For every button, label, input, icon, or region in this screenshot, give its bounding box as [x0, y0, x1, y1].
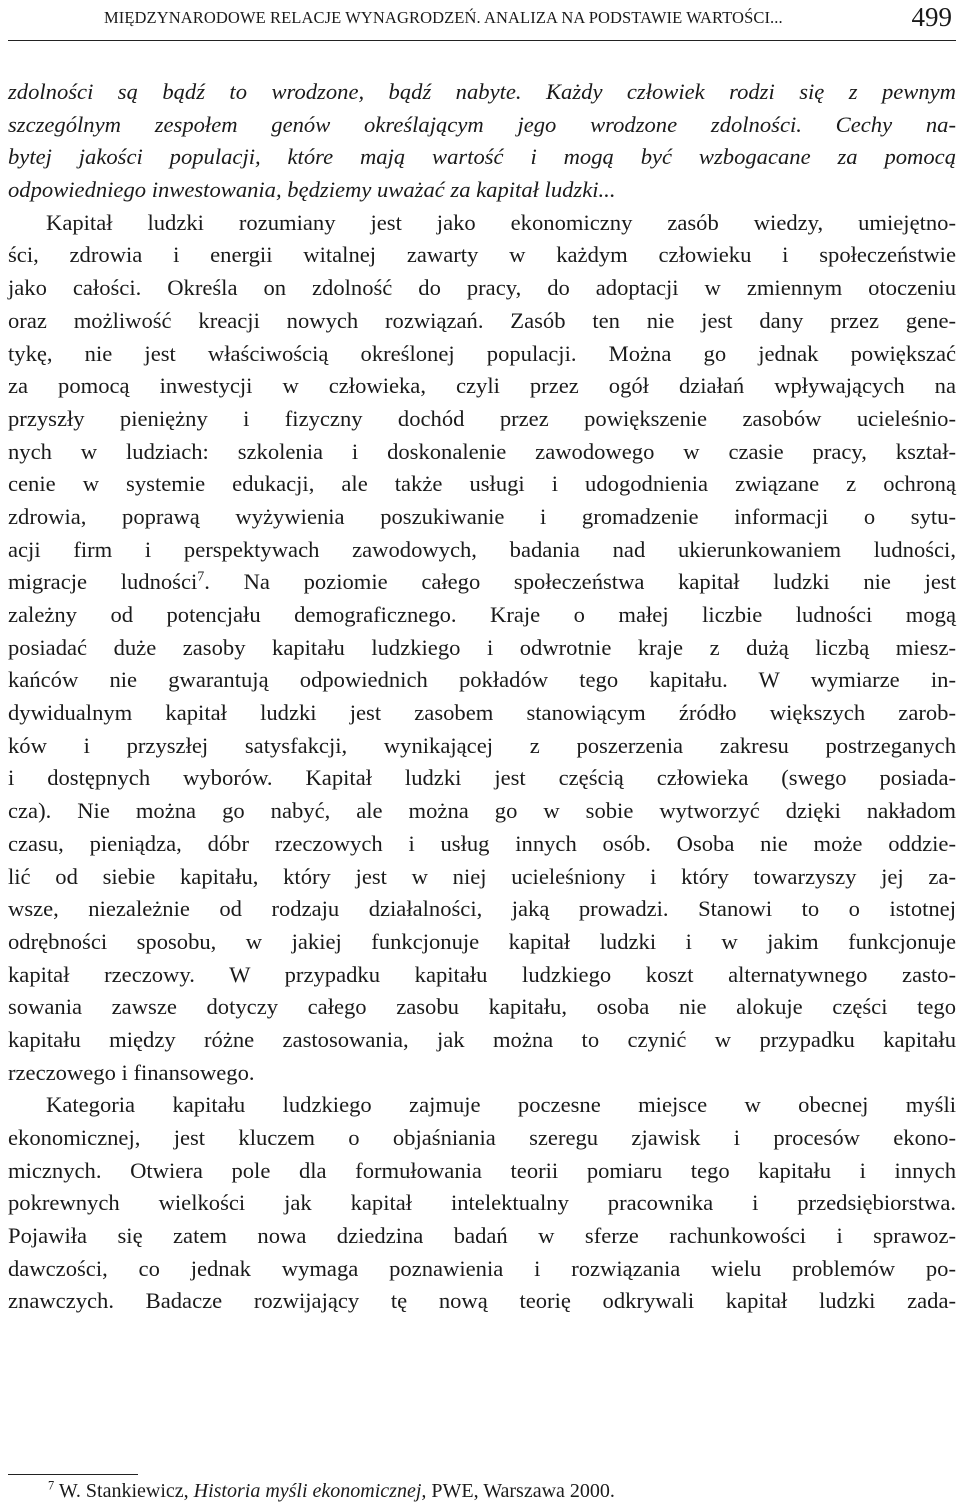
- text-line: zdolności są bądź to wrodzone, bądź nabyte. Każdy człowiek rodzi się z pewnym: [8, 79, 956, 104]
- text-line: sowania zawsze dotyczy całego zasobu kapitału, osoba nie alokuje części tego: [8, 994, 956, 1020]
- text-line: Kategoria kapitału ludzkiego zajmuje poczesne miejsce w obecnej myśli: [46, 1092, 956, 1118]
- text-line: Pojawiła się zatem nowa dziedzina badań w sferze rachunkowości i sprawoz-: [8, 1223, 956, 1249]
- running-header: [8, 0, 956, 41]
- footnote-marker: 7: [48, 1478, 55, 1493]
- text-line: nych w ludziach: szkolenia i doskonalenie zawodowego w czasie pracy, kształ-: [8, 438, 956, 464]
- text-line: migracje ludności$^7$. Na poziomie całego społeczeństwa kapitał ludzki nie jest: [8, 569, 956, 595]
- page-number: 499: [911, 2, 952, 32]
- text-line: odpowiedniego inwestowania, będziemy uważać za kapitał ludzki...: [8, 177, 616, 203]
- text-line: dawczości, co jednak wymaga poznawienia i rozwiązania wielu problemów po-: [8, 1255, 956, 1281]
- text-line: i dostępnych wyborów. Kapitał ludzki jest częścią człowieka (swego posiada-: [8, 765, 956, 791]
- text-line: przyszły pieniężny i fizyczny dochód przez powiększenie zasobów ucieleśnio-: [8, 405, 956, 431]
- text-line: ekonomicznej, jest kluczem o objaśniania szeregu zjawisk i procesów ekono-: [8, 1125, 956, 1150]
- footnote-divider: [8, 1474, 138, 1475]
- text-line: ków i przyszłej satysfakcji, wynikającej z poszerzenia zakresu postrzeganych: [8, 732, 956, 758]
- text-line: oraz możliwość kreacji nowych rozwiązań. Zasób ten nie jest dany przez gene-: [8, 307, 956, 333]
- footnote-reference: 7: [197, 569, 205, 585]
- text-line: cza). Nie można go nabyć, ale można go w sobie wytworzyć dzięki nakładom: [8, 798, 956, 824]
- footnote-publisher: PWE, Warszawa 2000.: [431, 1480, 615, 1502]
- running-title: MIĘDZYNARODOWE RELACJE WYNAGRODZEŃ. ANALIZA NA PODSTAWIE WARTOŚCI...: [104, 8, 783, 27]
- body-text: [8, 76, 956, 1318]
- text-line: kapitału między różne zastosowania, jak można to czynić w przypadku kapitału: [8, 1026, 956, 1052]
- text-line: czasu, pieniądza, dóbr rzeczowych i usług innych osób. Osoba nie może oddzie-: [8, 830, 956, 856]
- text-line: micznych. Otwiera pole dla formułowania teorii pomiaru tego kapitału i innych: [8, 1157, 956, 1183]
- text-line: szczególnym zespołem genów określającym jego wrodzone zdolności. Cechy na-: [8, 111, 956, 137]
- text-line: odrębności sposobu, w jakiej funkcjonuje kapitał ludzki i w jakim funkcjonuje: [8, 928, 956, 954]
- text-line: Kapitał ludzki rozumiany jest jako ekonomiczny zasób wiedzy, umiejętno-: [46, 209, 956, 235]
- text-line: kapitał rzeczowy. W przypadku kapitału ludzkiego koszt alternatywnego zasto-: [8, 961, 956, 987]
- text-line: za pomocą inwestycji w człowieka, czyli przez ogół działań wpływających na: [8, 373, 956, 399]
- text-line: acji firm i perspektywach zawodowych, badania nad ukierunkowaniem ludności,: [8, 536, 956, 562]
- text-line: zależny od potencjału demograficznego. Kraje o małej liczbie ludności mogą: [8, 602, 956, 627]
- text-line: wsze, niezależnie od rodzaju działalności, jaką prowadzi. Stanowi to o istotnej: [8, 896, 956, 922]
- text-line: kańców nie gwarantują odpowiednich pokładów tego kapitału. W wymiarze in-: [8, 667, 956, 693]
- text-line: tykę, nie jest właściwością określonej populacji. Można go jednak powiększać: [8, 340, 956, 366]
- footnote-title: Historia myśli ekonomicznej,: [193, 1480, 427, 1502]
- text-line: zdrowia, poprawą wyżywienia poszukiwanie i gromadzenie informacji o sytu-: [8, 503, 956, 529]
- text-line: jako całości. Określa on zdolność do pracy, do adoptacji w zmiennym otoczeniu: [8, 275, 956, 301]
- text-line: dywidualnym kapitał ludzki jest zasobem stanowiącym źródło większych zarob-: [8, 700, 956, 726]
- text-line: cenie w systemie edukacji, ale także usługi i udogodnienia związane z ochroną: [8, 471, 956, 497]
- text-line: bytej jakości populacji, które mają wartość i mogą być wzbogacane za pomocą: [8, 144, 956, 170]
- text-line: znawczych. Badacze rozwijający tę nową teorię odkrywali kapitał ludzki zada-: [8, 1288, 956, 1314]
- footnote-author: W. Stankiewicz,: [58, 1480, 189, 1502]
- text-line: posiadać duże zasoby kapitału ludzkiego i odwrotnie kraje z dużą liczbą miesz-: [8, 634, 956, 660]
- text-line: lić od siebie kapitału, który jest w niej ucieleśniony i który towarzyszy jej za-: [8, 863, 956, 889]
- footnote: [48, 1480, 615, 1503]
- text-line: pokrewnych wielkości jak kapitał intelektualny pracownika i przedsiębiorstwa.: [8, 1190, 956, 1216]
- text-line: ści, zdrowia i energii witalnej zawarty w każdym człowieku i społeczeństwie: [8, 242, 956, 268]
- text-line: rzeczowego i finansowego.: [8, 1059, 255, 1085]
